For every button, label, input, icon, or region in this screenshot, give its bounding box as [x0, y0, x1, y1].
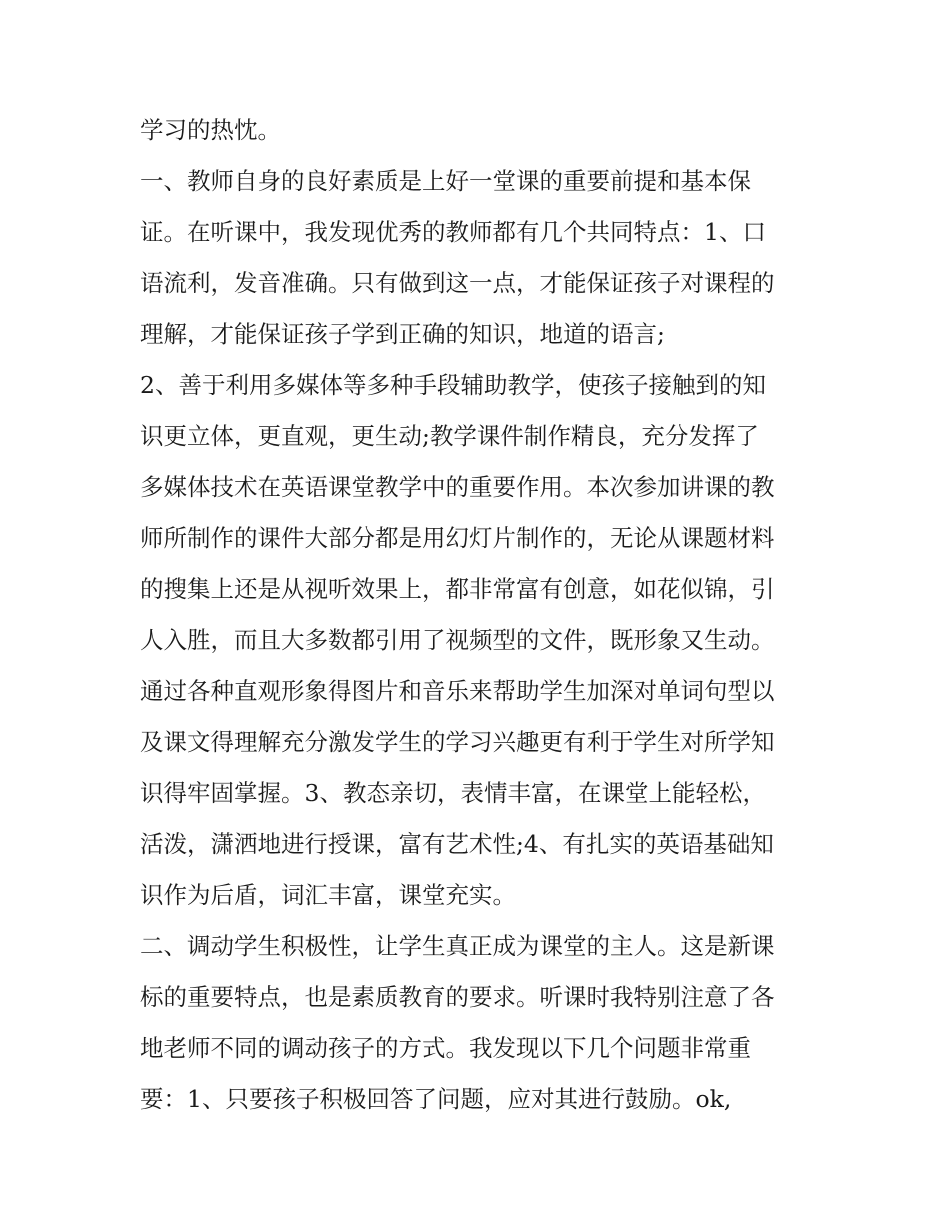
- text-line: 语流利，发音准确。只有做到这一点，才能保证孩子对课程的: [140, 269, 775, 297]
- text-line: 识更立体，更直观，更生动;教学课件制作精良，充分发挥了: [140, 422, 759, 450]
- text-line: 2、善于利用多媒体等多种手段辅助教学，使孩子接触到的知: [140, 371, 766, 399]
- text-line: 通过各种直观形象得图片和音乐来帮助学生加深对单词句型以: [140, 677, 775, 705]
- text-line: 及课文得理解充分激发学生的学习兴趣更有利于学生对所学知: [140, 728, 775, 756]
- text-line: 一、教师自身的良好素质是上好一堂课的重要前提和基本保: [140, 167, 751, 195]
- text-line: 学习的热忱。: [140, 116, 281, 144]
- text-line: 标的重要特点，也是素质教育的要求。听课时我特别注意了各: [140, 983, 775, 1011]
- text-line: 二、调动学生积极性，让学生真正成为课堂的主人。这是新课: [140, 932, 775, 960]
- text-line: 证。在听课中，我发现优秀的教师都有几个共同特点：1、口: [140, 218, 766, 246]
- body-text: [140, 105, 820, 1125]
- text-line: 地老师不同的调动孩子的方式。我发现以下几个问题非常重: [140, 1034, 751, 1062]
- text-line: 的搜集上还是从视听效果上，都非常富有创意，如花似锦，引: [140, 575, 775, 603]
- text-line: 多媒体技术在英语课堂教学中的重要作用。本次参加讲课的教: [140, 473, 775, 501]
- text-line: 识作为后盾，词汇丰富，课堂充实。: [140, 881, 516, 909]
- text-line: 师所制作的课件大部分都是用幻灯片制作的，无论从课题材料: [140, 524, 775, 552]
- text-line: 要：1、只要孩子积极回答了问题，应对其进行鼓励。ok,: [140, 1085, 732, 1113]
- text-line: 识得牢固掌握。3、教态亲切，表情丰富，在课堂上能轻松，: [140, 779, 766, 807]
- text-line: 人入胜，而且大多数都引用了视频型的文件，既形象又生动。: [140, 626, 775, 654]
- text-line: 活泼，潇洒地进行授课，富有艺术性;4、有扎实的英语基础知: [140, 830, 774, 858]
- text-line: 理解，才能保证孩子学到正确的知识，地道的语言;: [140, 320, 665, 348]
